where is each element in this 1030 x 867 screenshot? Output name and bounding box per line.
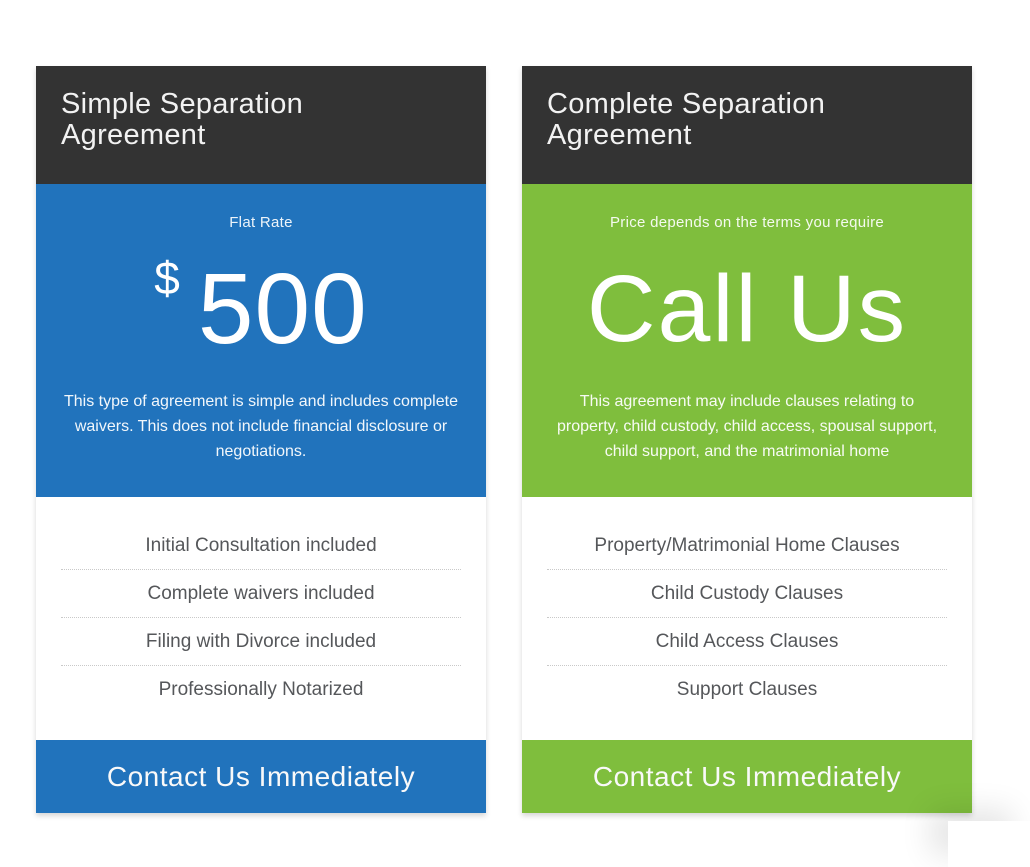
feature-item: Child Access Clauses bbox=[547, 618, 947, 666]
feature-item: Initial Consultation included bbox=[61, 522, 461, 570]
feature-item: Complete waivers included bbox=[61, 570, 461, 618]
contact-us-button[interactable]: Contact Us Immediately bbox=[522, 740, 972, 813]
card-header bbox=[522, 66, 972, 184]
feature-list bbox=[522, 497, 972, 740]
price-currency: $ bbox=[154, 252, 180, 304]
price-call-us-text: Call Us bbox=[586, 255, 908, 362]
feature-item: Support Clauses bbox=[676, 679, 818, 700]
pricing-cards bbox=[36, 66, 972, 813]
price bbox=[522, 253, 972, 365]
plan-description: This agreement may include clauses relating to property, child custody, child access, spousal support, child support, and the matrimonial home bbox=[556, 393, 938, 460]
price-amount: 500 bbox=[197, 253, 368, 365]
feature-item: Child Custody Clauses bbox=[547, 570, 947, 618]
pricing-card-simple bbox=[36, 66, 486, 813]
contact-us-button[interactable]: Contact Us Immediately bbox=[36, 740, 486, 813]
card-price-panel bbox=[36, 184, 486, 497]
plan-subtitle: Flat Rate bbox=[229, 214, 293, 231]
card-title: Complete Separation Agreement bbox=[547, 88, 826, 151]
feature-item: Professionally Notarized bbox=[158, 679, 364, 700]
plan-subtitle: Price depends on the terms you require bbox=[609, 214, 885, 231]
pricing-card-complete bbox=[522, 66, 972, 813]
feature-item: Filing with Divorce included bbox=[61, 618, 461, 666]
price bbox=[36, 253, 486, 365]
card-title: Simple Separation Agreement bbox=[61, 88, 304, 151]
feature-list bbox=[36, 497, 486, 740]
card-header bbox=[36, 66, 486, 184]
card-price-panel bbox=[522, 184, 972, 497]
feature-item: Property/Matrimonial Home Clauses bbox=[547, 522, 947, 570]
plan-description: This type of agreement is simple and includes complete waivers. This does not include financial disclosure or negotiations. bbox=[64, 393, 458, 460]
corner-overlay bbox=[948, 821, 1030, 867]
